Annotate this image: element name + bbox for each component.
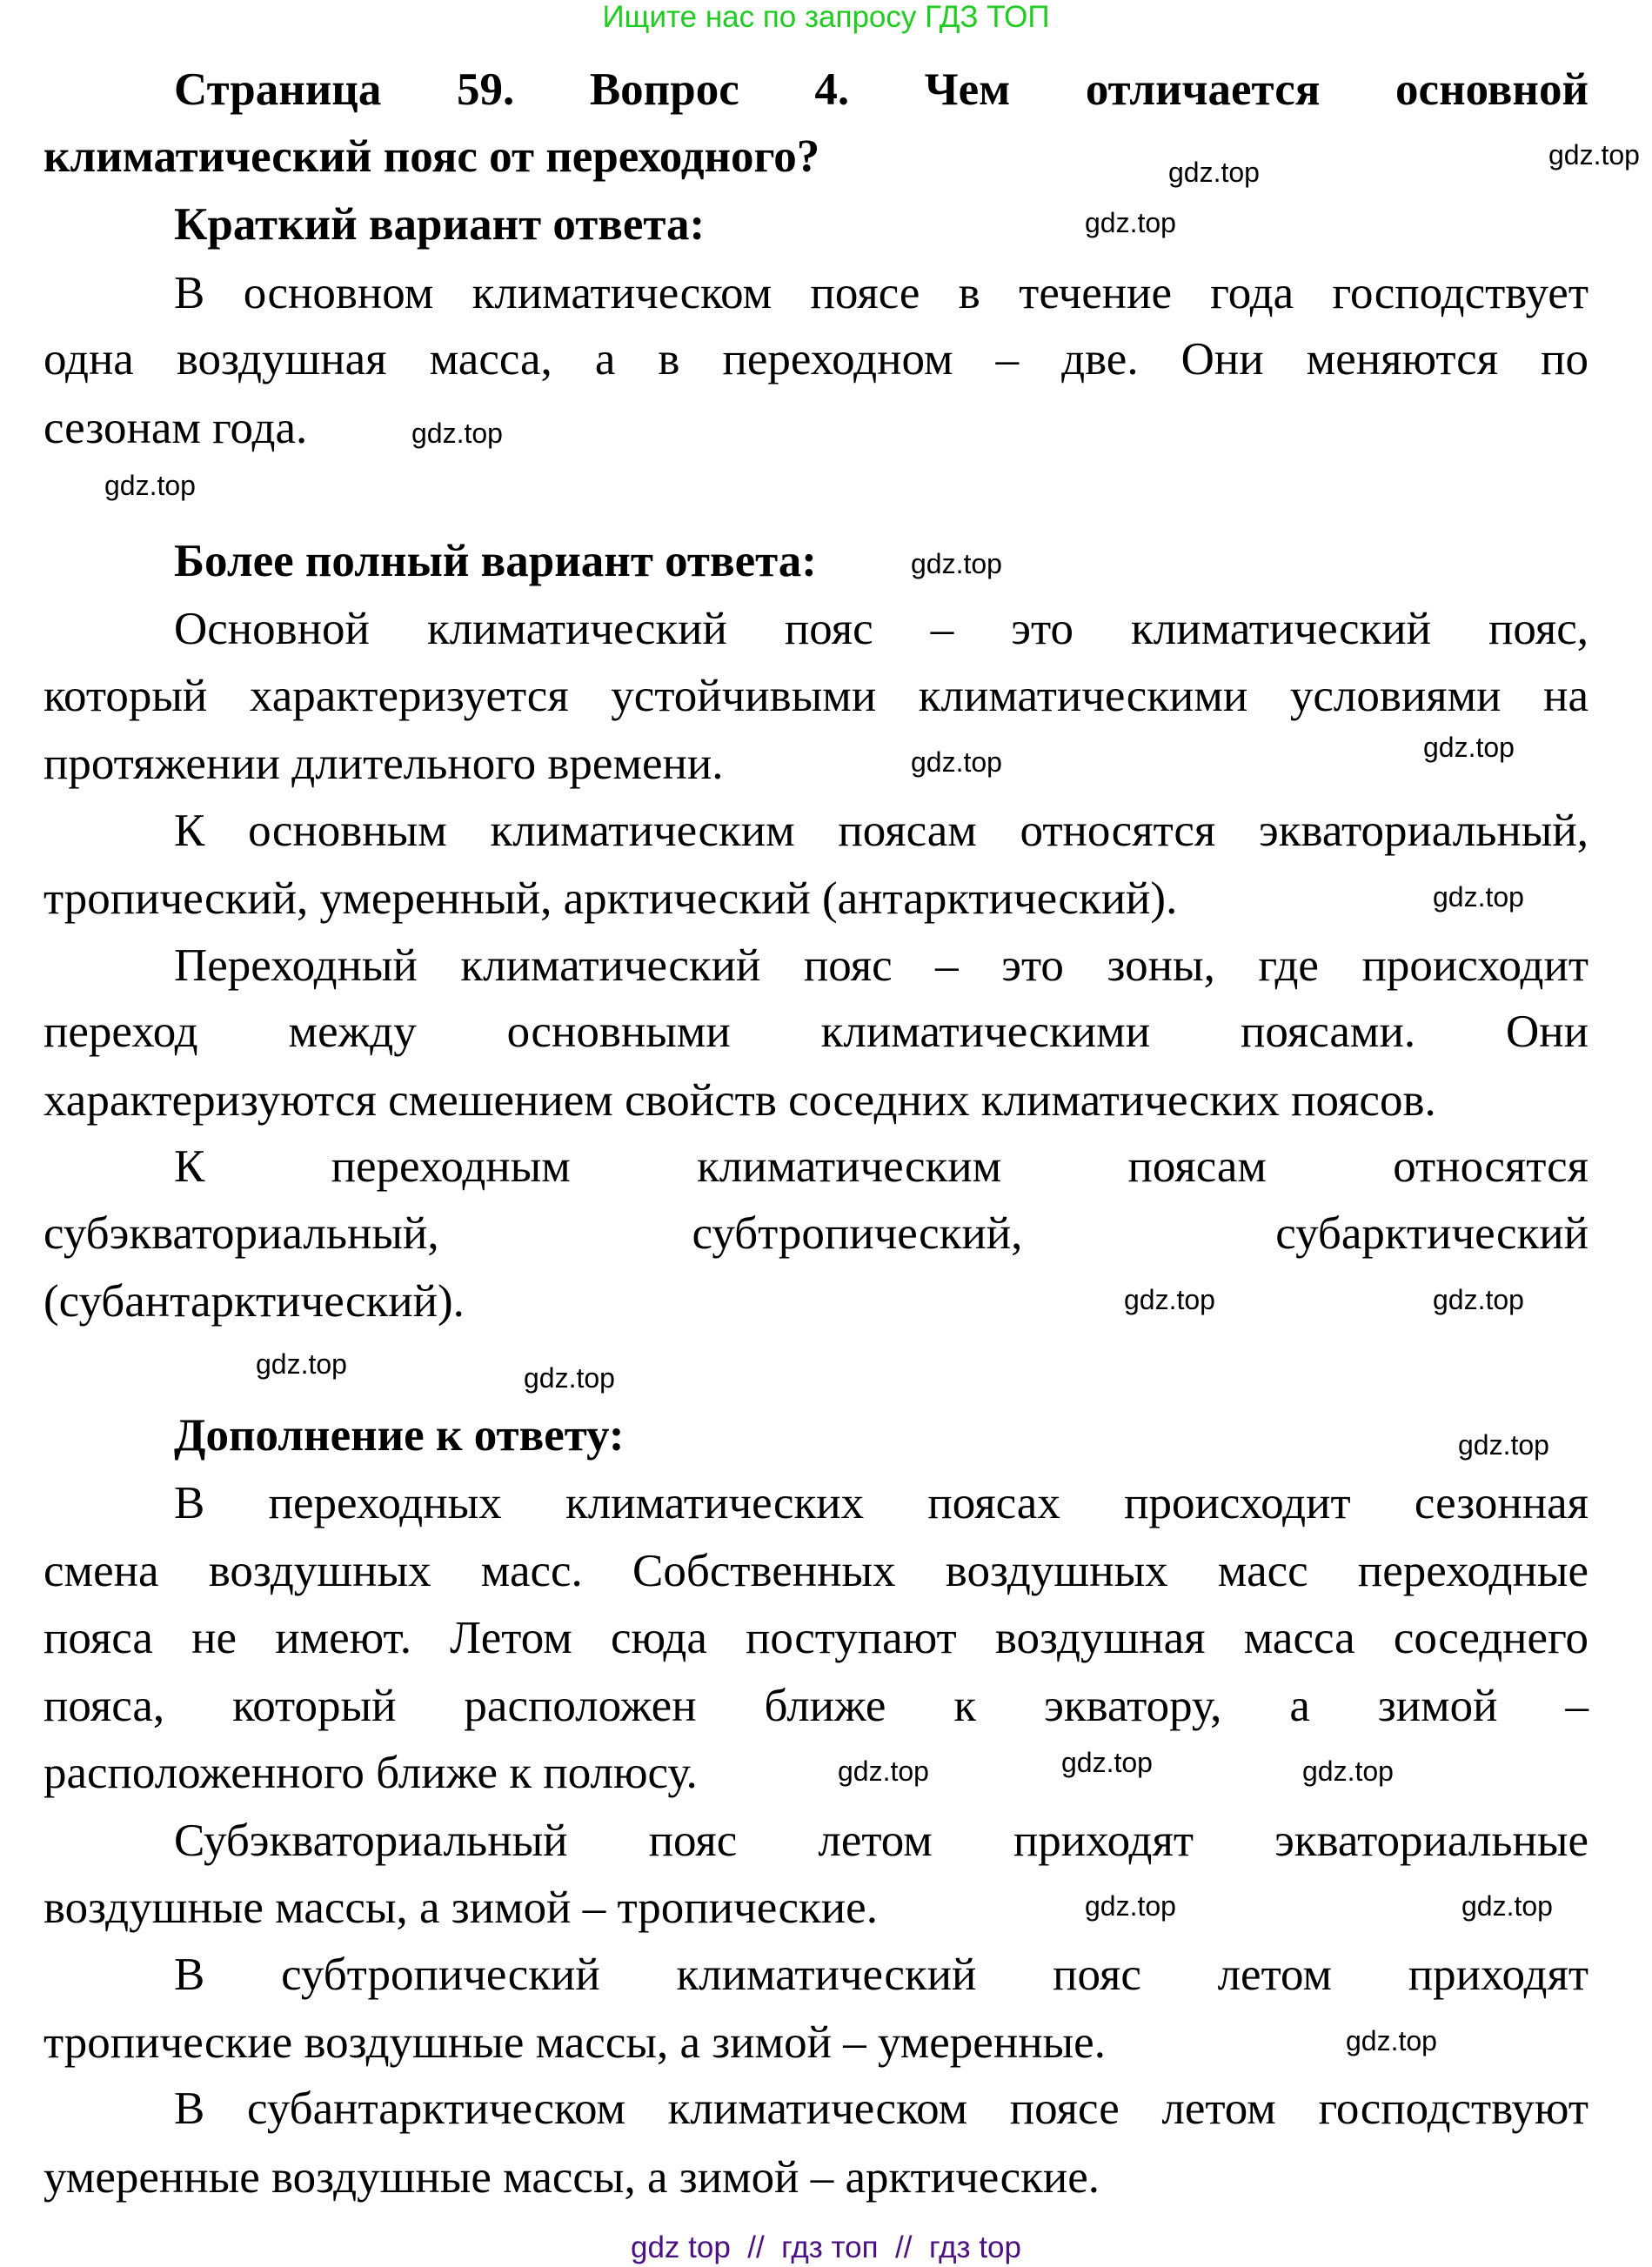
watermark-text: gdz.top <box>838 1755 929 1787</box>
paragraph-line: расположенного ближе к полюсу. <box>43 1748 698 1798</box>
question-title-line: Страница 59. Вопрос 4. Чем отличается основной <box>174 64 1588 115</box>
watermark-text: gdz.top <box>1423 732 1515 763</box>
watermark-text: gdz.top <box>1548 139 1640 171</box>
watermark-text: gdz.top <box>1085 207 1176 238</box>
watermark-text: gdz.top <box>1061 1747 1153 1778</box>
paragraph-line: В субтропический климатический пояс летом приходят <box>174 1949 1588 2000</box>
paragraph-line: умеренные воздушные массы, а зимой – арктические. <box>43 2152 1100 2203</box>
watermark-text: gdz.top <box>411 418 503 449</box>
watermark-text: gdz.top <box>1124 1284 1215 1315</box>
paragraph-line: сезонам года. <box>43 403 308 453</box>
paragraph-line: К переходным климатическим поясам относятся <box>174 1141 1588 1192</box>
paragraph-line: В субантарктическом климатическом поясе летом господствуют <box>174 2083 1588 2134</box>
paragraph-line: субэкваториальный, субтропический, субарктический <box>43 1208 1588 1259</box>
footer-links[interactable]: gdz top // гдз топ // гдз top <box>631 2230 1021 2264</box>
watermark-text: gdz.top <box>1433 1284 1524 1315</box>
paragraph-line: протяжении длительного времени. <box>43 739 724 789</box>
watermark-text: gdz.top <box>524 1362 615 1394</box>
paragraph-line: пояса, который расположен ближе к экватору, а зимой – <box>43 1681 1588 1731</box>
paragraph-line: пояса не имеют. Летом сюда поступают воздушная масса соседнего <box>43 1613 1588 1663</box>
question-title-line: климатический пояс от переходного? <box>43 131 820 182</box>
watermark-text: gdz.top <box>256 1348 347 1380</box>
watermark-text: gdz.top <box>1433 881 1524 913</box>
watermark-text: gdz.top <box>1461 1890 1553 1922</box>
paragraph-line: В основном климатическом поясе в течение года господствует <box>174 268 1588 318</box>
paragraph-line: В переходных климатических поясах происходит сезонная <box>174 1478 1588 1528</box>
paragraph-line: тропический, умеренный, арктический (антарктический). <box>43 873 1178 924</box>
paragraph-line: Основной климатический пояс – это климатический пояс, <box>174 604 1588 654</box>
paragraph-line: Субэкваториальный пояс летом приходят экваториальные <box>174 1816 1588 1866</box>
paragraph-line: одна воздушная масса, а в переходном – две. Они меняются по <box>43 334 1588 385</box>
paragraph-line: К основным климатическим поясам относятся экваториальный, <box>174 806 1588 856</box>
section-heading: Краткий вариант ответа: <box>174 199 706 250</box>
paragraph-line: тропические воздушные массы, а зимой – умеренные. <box>43 2017 1106 2068</box>
watermark-text: gdz.top <box>104 470 196 501</box>
paragraph-line: воздушные массы, а зимой – тропические. <box>43 1882 878 1933</box>
paragraph-line: переход между основными климатическими поясами. Они <box>43 1006 1588 1057</box>
watermark-text: gdz.top <box>1085 1890 1176 1922</box>
section-heading: Более полный вариант ответа: <box>174 536 817 586</box>
watermark-text: gdz.top <box>1302 1755 1394 1787</box>
watermark-text: gdz.top <box>911 548 1002 579</box>
paragraph-line: который характеризуется устойчивыми климатическими условиями на <box>43 671 1588 721</box>
search-banner[interactable]: Ищите нас по запросу ГДЗ ТОП <box>602 0 1050 34</box>
paragraph-line: смена воздушных масс. Собственных воздушных масс переходные <box>43 1546 1588 1596</box>
paragraph-line: Переходный климатический пояс – это зоны, где происходит <box>174 940 1588 991</box>
paragraph-line: (субантарктический). <box>43 1276 465 1327</box>
paragraph-line: характеризуются смешением свойств соседних климатических поясов. <box>43 1075 1436 1126</box>
watermark-text: gdz.top <box>1346 2025 1437 2056</box>
watermark-text: gdz.top <box>1168 157 1260 188</box>
watermark-text: gdz.top <box>1458 1429 1549 1461</box>
section-heading: Дополнение к ответу: <box>174 1410 625 1461</box>
watermark-text: gdz.top <box>911 746 1002 778</box>
